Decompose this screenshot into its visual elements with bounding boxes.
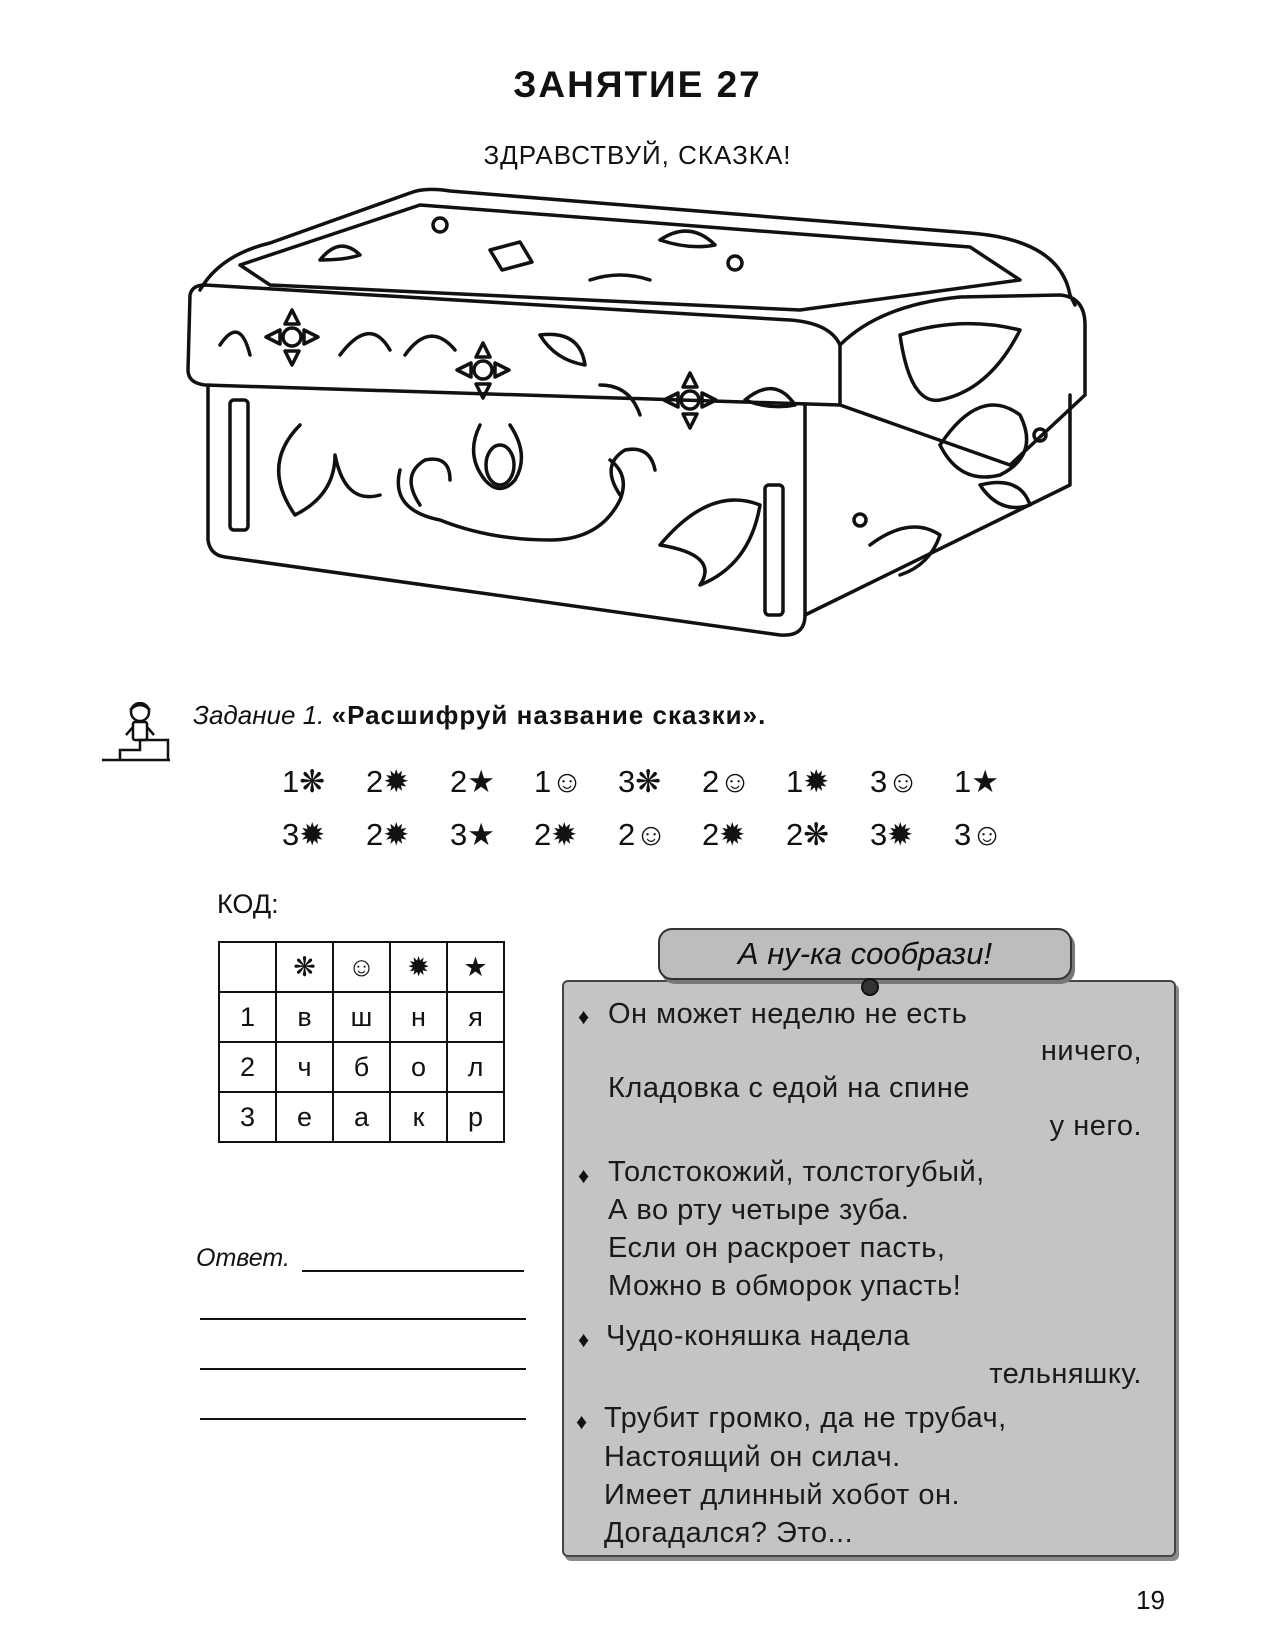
riddle-line: Он может неделю не есть (608, 998, 968, 1030)
code-cell: ш (333, 992, 390, 1042)
treasure-chest-icon (180, 185, 1090, 650)
code-cell: н (390, 992, 447, 1042)
answer-line[interactable] (200, 1318, 526, 1320)
code-cell: о (390, 1042, 447, 1092)
code-cell: я (447, 992, 504, 1042)
cipher-token: 2☺ (702, 764, 751, 799)
code-cell: р (447, 1092, 504, 1142)
answer-line[interactable] (200, 1418, 526, 1420)
task-title: «Расшифруй название сказки». (331, 700, 767, 730)
cipher-token: 2☺ (618, 817, 667, 852)
code-table (218, 941, 505, 1143)
cipher-token: 2✹ (534, 817, 578, 852)
cipher-token: 1★ (954, 764, 1000, 799)
pin-icon (861, 978, 879, 996)
cipher-token: 3✹ (282, 817, 326, 852)
code-label: КОД: (217, 889, 279, 919)
riddle-line: Чудо-коняшка надела (606, 1320, 910, 1352)
cipher-token: 3✹ (870, 817, 914, 852)
cipher-row (282, 764, 1038, 800)
lesson-subtitle: ЗДРАВСТВУЙ, СКАЗКА! (483, 140, 792, 170)
riddle-line: ничего, (1040, 1035, 1142, 1067)
riddle-line: Толстокожий, толстогубый, (608, 1156, 985, 1188)
cipher-token: 1❋ (282, 764, 326, 799)
code-cell: ★ (447, 942, 504, 992)
cipher-token: 2★ (450, 764, 496, 799)
code-cell: 1 (219, 992, 276, 1042)
bullet-icon: ♦ (578, 1163, 590, 1188)
code-cell: к (390, 1092, 447, 1142)
lesson-title: ЗАНЯТИЕ 27 (513, 64, 762, 105)
code-cell: ❋ (276, 942, 333, 992)
student-figure-icon (100, 702, 170, 762)
code-row (219, 992, 504, 1042)
riddle-line: Имеет длинный хобот он. (604, 1479, 961, 1511)
task-heading (193, 700, 766, 731)
riddle-line: Догадался? Это... (604, 1517, 854, 1549)
bullet-icon: ♦ (578, 1327, 590, 1352)
code-cell: а (333, 1092, 390, 1142)
code-cell: 2 (219, 1042, 276, 1092)
riddle-line: А во рту четыре зуба. (608, 1194, 910, 1226)
code-cell: ч (276, 1042, 333, 1092)
cipher-token: 3❋ (618, 764, 662, 799)
cipher-token: 2✹ (702, 817, 746, 852)
riddle-line: Если он раскроет пасть, (608, 1232, 946, 1264)
code-row (219, 1092, 504, 1142)
riddle-line: Кладовка с едой на спине (608, 1072, 971, 1104)
riddle-line: Настоящий он силач. (604, 1441, 901, 1473)
bullet-icon: ♦ (578, 1004, 590, 1029)
code-cell: л (447, 1042, 504, 1092)
code-cell: в (276, 992, 333, 1042)
cipher-token: 2❋ (786, 817, 830, 852)
code-header-row (219, 942, 504, 992)
riddle-line: Трубит громко, да не трубач, (604, 1402, 1007, 1434)
cipher-token: 3☺ (954, 817, 1003, 852)
answer-label: Ответ. (196, 1244, 290, 1272)
answer-line[interactable] (200, 1368, 526, 1370)
code-cell: ✹ (390, 942, 447, 992)
code-cell: ☺ (333, 942, 390, 992)
answer-line[interactable] (302, 1270, 524, 1272)
cipher-row (282, 817, 1038, 853)
code-cell: б (333, 1042, 390, 1092)
cipher-token: 3☺ (870, 764, 919, 799)
cipher-token: 2✹ (366, 817, 410, 852)
riddle-banner: А ну-ка сообрази! (658, 928, 1072, 980)
code-row (219, 1042, 504, 1092)
page-number: 19 (1136, 1585, 1165, 1615)
code-cell (219, 942, 276, 992)
code-cell: 3 (219, 1092, 276, 1142)
code-cell: е (276, 1092, 333, 1142)
bullet-icon: ♦ (576, 1409, 588, 1434)
task-number: Задание 1. (193, 700, 325, 730)
cipher-token: 3★ (450, 817, 496, 852)
riddle-line: тельняшку. (989, 1358, 1142, 1390)
cipher-token: 1☺ (534, 764, 583, 799)
cipher-token: 1✹ (786, 764, 830, 799)
riddle-line: Можно в обморок упасть! (608, 1270, 962, 1302)
riddle-line: у него. (1049, 1110, 1142, 1142)
cipher-token: 2✹ (366, 764, 410, 799)
